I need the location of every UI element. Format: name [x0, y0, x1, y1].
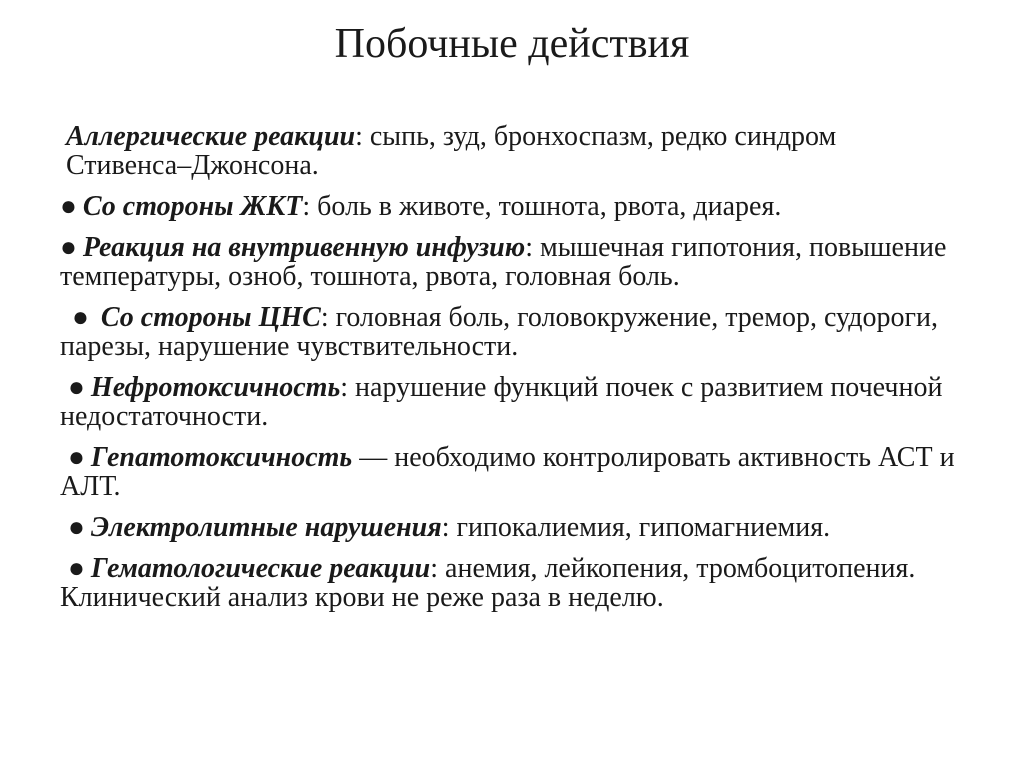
side-effects-list	[60, 122, 960, 624]
list-item-infusion	[60, 233, 960, 291]
item-term: Со стороны ЦНС	[100, 302, 321, 333]
item-text: : сыпь, зуд, бронхоспазм, редко синдром Стивенса–Джонсона.	[66, 121, 837, 181]
item-term: Нефротоксичность	[90, 372, 341, 403]
list-item-allergic	[60, 122, 960, 180]
list-item-cns	[60, 303, 960, 361]
bullet-icon: ●	[68, 372, 85, 403]
bullet-icon: ●	[72, 302, 89, 333]
bullet-icon: ●	[68, 512, 85, 543]
list-item-nephrotoxicity	[60, 373, 960, 431]
item-term: Электролитные нарушения	[90, 512, 442, 543]
item-text: : мышечная гипотония, повышение температуры, озноб, тошнота, рвота, головная боль.	[60, 232, 947, 292]
bullet-icon: ●	[60, 232, 77, 263]
list-item-electrolyte	[60, 513, 960, 542]
bullet-icon: ●	[60, 191, 77, 222]
item-term: Аллергические реакции	[66, 121, 356, 152]
bullet-icon: ●	[68, 553, 85, 584]
item-term: Со стороны ЖКТ	[82, 191, 303, 222]
item-text: : гипокалиемия, гипомагниемия.	[441, 512, 831, 543]
item-text: : боль в животе, тошнота, рвота, диарея.	[302, 191, 782, 222]
slide-title: Побочные действия	[334, 21, 690, 67]
list-item-gi	[60, 192, 960, 221]
bullet-icon: ●	[68, 442, 85, 473]
item-text: : нарушение функций почек с развитием почечной недостаточности.	[60, 372, 943, 432]
item-text: : анемия, лейкопения, тромбоцитопения. Клинический анализ крови не реже раза в неделю.	[60, 553, 916, 613]
item-text: — необходимо контролировать активность АСТ и АЛТ.	[60, 442, 955, 502]
item-term: Гематологические реакции	[90, 553, 431, 584]
item-term: Реакция на внутривенную инфузию	[82, 232, 526, 263]
list-item-hematologic	[60, 554, 960, 612]
item-text: : головная боль, головокружение, тремор, судороги, парезы, нарушение чувствительности.	[60, 302, 938, 362]
list-item-hepatotoxicity	[60, 443, 960, 501]
item-term: Гепатотоксичность	[90, 442, 353, 473]
